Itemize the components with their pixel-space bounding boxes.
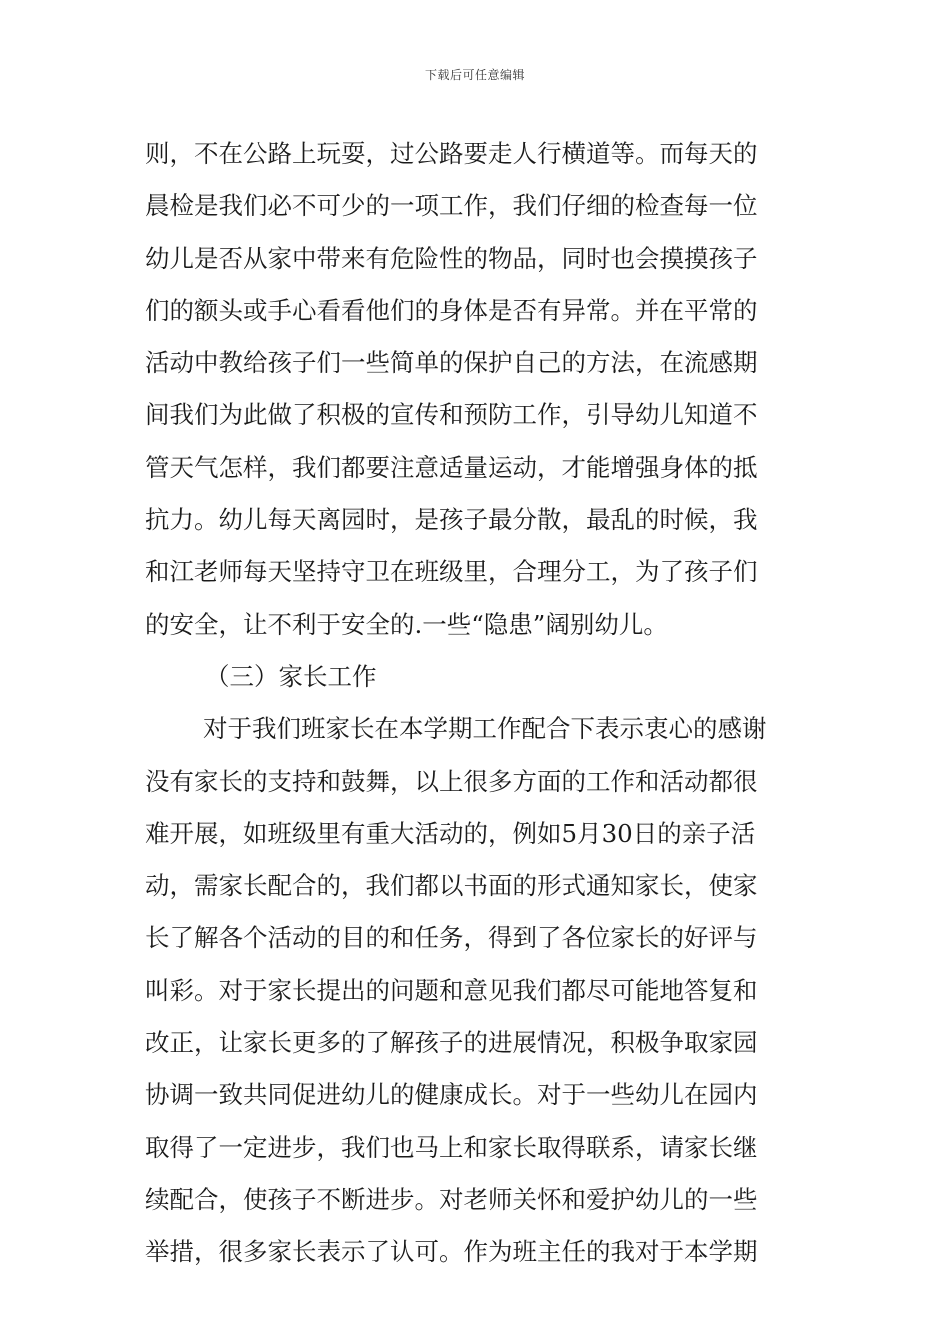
document-body bbox=[145, 128, 825, 1279]
text-line: 难开展，如班级里有重大活动的，例如5月30日的亲子活 bbox=[145, 818, 756, 848]
text-line: 举措，很多家长表示了认可。作为班主任的我对于本学期 bbox=[145, 1237, 758, 1267]
text-line: 协调一致共同促进幼儿的健康成长。对于一些幼儿在园内 bbox=[145, 1080, 758, 1110]
text-line: 们的额头或手心看看他们的身体是否有异常。并在平常的 bbox=[145, 295, 758, 325]
text-line: 间我们为此做了积极的宣传和预防工作，引导幼儿知道不 bbox=[145, 400, 758, 430]
page-header: 下载后可任意编辑 bbox=[424, 68, 525, 82]
text-line: 抗力。幼儿每天离园时，是孩子最分散，最乱的时候，我 bbox=[145, 505, 758, 535]
text-line: 管天气怎样，我们都要注意适量运动，才能增强身体的抵 bbox=[145, 452, 758, 482]
text-line: 晨检是我们必不可少的一项工作，我们仔细的检查每一位 bbox=[145, 191, 758, 221]
text-line: 幼儿是否从家中带来有危险性的物品，同时也会摸摸孩子 bbox=[145, 243, 758, 273]
text-line: 改正，让家长更多的了解孩子的进展情况，积极争取家园 bbox=[145, 1028, 758, 1058]
text-line: 的安全，让不利于安全的.一些“隐患”阔别幼儿。 bbox=[145, 609, 668, 639]
section-heading: （三）家长工作 bbox=[205, 661, 377, 691]
text-line: 则，不在公路上玩耍，过公路要走人行横道等。而每天的 bbox=[145, 139, 758, 168]
paragraph-first-line: 对于我们班家长在本学期工作配合下表示衷心的感谢 bbox=[203, 714, 767, 744]
text-line: 动，需家长配合的，我们都以书面的形式通知家长，使家 bbox=[145, 871, 758, 901]
text-line: 活动中教给孩子们一些简单的保护自己的方法，在流感期 bbox=[145, 348, 758, 378]
text-line: 叫彩。对于家长提出的问题和意见我们都尽可能地答复和 bbox=[145, 975, 758, 1005]
text-line: 和江老师每天坚持守卫在班级里，合理分工，为了孩子们 bbox=[145, 557, 758, 587]
text-line: 长了解各个活动的目的和任务，得到了各位家长的好评与 bbox=[145, 923, 758, 953]
text-line: 没有家长的支持和鼓舞，以上很多方面的工作和活动都很 bbox=[145, 766, 758, 796]
text-line: 取得了一定进步，我们也马上和家长取得联系，请家长继 bbox=[145, 1132, 758, 1162]
text-line: 续配合，使孩子不断进步。对老师关怀和爱护幼儿的一些 bbox=[145, 1184, 758, 1214]
